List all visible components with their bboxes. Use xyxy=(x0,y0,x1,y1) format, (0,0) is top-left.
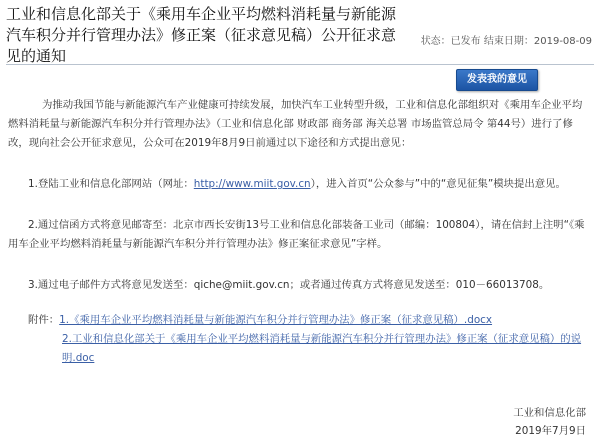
channel-website-prefix: 1.登陆工业和信息化部网站（网址： xyxy=(28,178,194,190)
channel-email-prefix: 3.通过电子邮件方式将意见发送至： xyxy=(28,279,194,291)
intro-paragraph: 为推动我国节能与新能源汽车产业健康可持续发展，加快汽车工业转型升级，工业和信息化部组织对《乘用车企业平均燃料消耗量与新能源汽车积分并行管理办法》（工业和信息化部 财政部 商务部 海关总署 市场监管总局令 第44号）进行了修改，现向社会公开征求意见，公众可在2019年8月9日前通过以下途径和方式提出意见： xyxy=(8,99,583,149)
attachment-row-1 xyxy=(8,311,588,330)
attachments-label: 附件： xyxy=(28,314,60,326)
attachment-row-2 xyxy=(8,330,588,368)
end-date-label: 结束日期： xyxy=(483,36,534,47)
notice-body xyxy=(8,96,588,368)
channel-website-suffix: ），进入首页“公众参与”中的“意见征集”模块提出意见。 xyxy=(310,178,566,190)
feedback-button[interactable]: 发表我的意见 xyxy=(456,69,538,91)
signature-org: 工业和信息化部 xyxy=(513,407,586,419)
page-title: 工业和信息化部关于《乘用车企业平均燃料消耗量与新能源汽车积分并行管理办法》修正案（征求意见稿）公开征求意见的通知 xyxy=(6,5,397,65)
channel-mail: 2.通过信函方式将意见邮寄至：北京市西长安街13号工业和信息化部装备工业司（邮编：100804），请在信封上注明“《乘用车企业平均燃料消耗量与新能源汽车积分并行管理办法》修正案征求意见”字样。 xyxy=(8,219,585,250)
signature xyxy=(513,404,586,440)
website-link[interactable]: http://www.miit.gov.cn xyxy=(193,178,311,190)
attachment-link-1[interactable]: 1.《乘用车企业平均燃料消耗量与新能源汽车积分并行管理办法》修正案（征求意见稿）.docx xyxy=(59,314,493,326)
status-bar xyxy=(421,32,592,47)
title-divider xyxy=(6,64,594,65)
attachments xyxy=(8,311,588,368)
email-address: qiche@miit.gov.cn xyxy=(193,279,290,291)
end-date: 2019-08-09 xyxy=(533,36,592,47)
attachment-link-2[interactable]: 2.工业和信息化部关于《乘用车企业平均燃料消耗量与新能源汽车积分并行管理办法》修正案（征求意见稿）的说明.doc xyxy=(62,333,582,364)
channel-email xyxy=(8,276,588,295)
status-label: 状态：已发布 xyxy=(420,36,481,47)
channel-email-suffix: ；或者通过传真方式将意见发送至：010－66013708。 xyxy=(289,279,550,291)
channel-website xyxy=(8,175,588,194)
signature-date: 2019年7月9日 xyxy=(515,425,586,437)
